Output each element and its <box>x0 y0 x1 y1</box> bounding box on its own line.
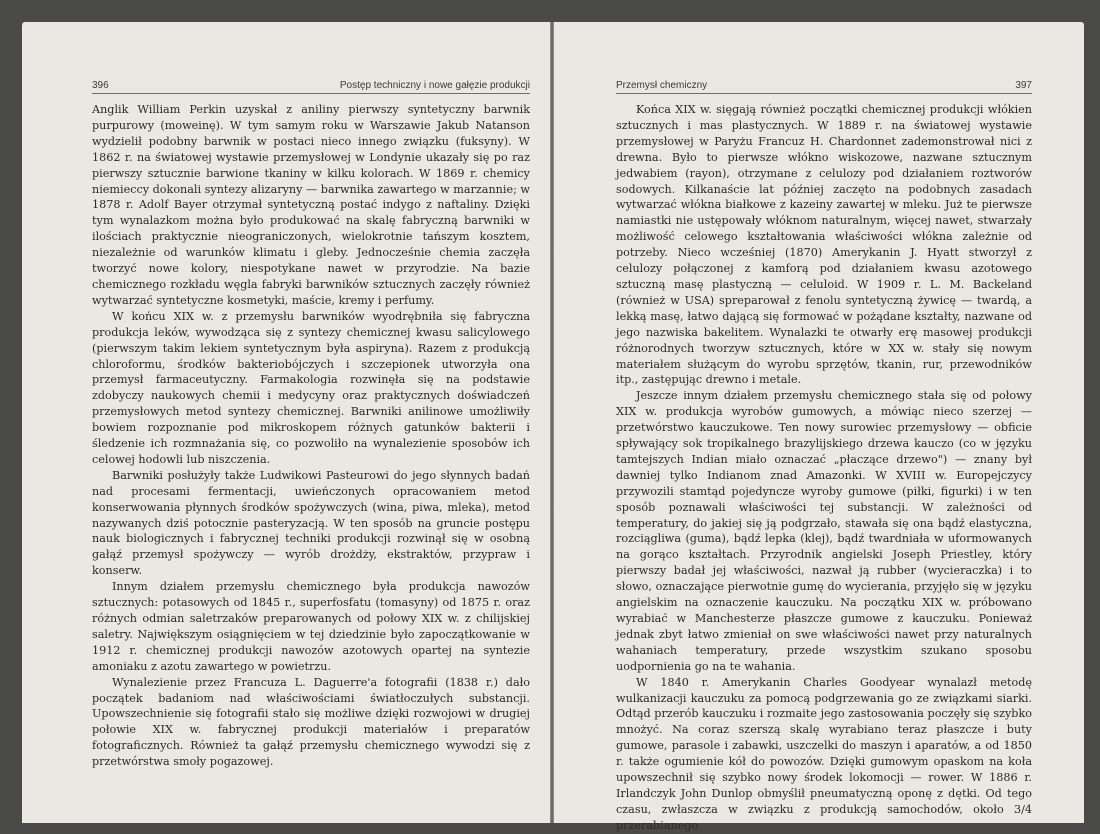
left-paragraph-3: Barwniki posłużyły także Ludwikowi Pasteurowi do jego słynnych badań nad procesami fermentacji, uwieńczonych opracowaniem metod konserwowania płynnych środków spożywczych (wina, piwa, mleka), metod nazywanych dziś potocznie pasteryzacją. W ten sposób na gruncie postępu nauk biologicznych i fabrycznej techniki produkcji rozwinął się w osobną gałąź przemysł spożywczy — wyrób drożdży, ekstraktów, przypraw i konserw. <box>92 468 530 578</box>
right-page <box>554 22 1084 832</box>
right-paragraph-2: Jeszcze innym działem przemysłu chemicznego stała się od połowy XIX w. produkcja wyrobów gumowych, a mówiąc nieco szerzej — przetwórstwo kauczukowe. Ten nowy surowiec przemysłowy — obficie spływający sok tropikalnego brazylijskiego drzewa kauczo (co w języku tamtejszych Indian miało oznaczać „płaczące drzewo") — znany był dawniej tylko Indianom znad Amazonki. W XVIII w. Europejczycy przywozili stamtąd pojedyncze wyroby gumowe (piłki, figurki) i w ten sposób poznawali właściwości tej substancji. W zależności od temperatury, do jakiej się ją podgrzało, stawała się ona bądź elastyczna, rozciągliwa (guma), bądź lepka (klej), bądź twardniała w uformowanych na gorąco kształtach. Przyrodnik angielski Joseph Priestley, który pierwszy badał jej właściwości, nazwał ją rubber (wycieraczka) i to słowo, oznaczające pierwotnie gumę do wycierania, przyjęło się w języku angielskim na oznaczenie kauczuku. Na początku XIX w. próbowano wyrabiać w Manchesterze płaszcze gumowe z kauczuku. Ponieważ jednak zbyt łatwo zmieniał on swe właściwości nawet przy naturalnych wahaniach temperatury, przede wszystkim szukano sposobu uodpornienia go na te wahania. <box>616 389 1032 673</box>
left-page <box>22 22 550 823</box>
left-page-body <box>92 102 530 770</box>
left-paragraph-4: Innym działem przemysłu chemicznego była produkcja nawozów sztucznych: potasowych od 1845 r., superfosfatu (tomasyny) od 1875 r. oraz różnych odmian saletrzaków preparowanych od połowy XIX w. z chilijskiej saletry. Największym osiągnięciem w tej dziedzinie było zapoczątkowanie w 1912 r. chemicznej produkcji nawozów azotowych opartej na syntezie amoniaku z azotu zawartego w powietrzu. <box>92 580 530 673</box>
left-paragraph-5: Wynalezienie przez Francuza L. Daguerre'a fotografii (1838 r.) dało początek badaniom nad właściwościami światłoczułych substancji. Upowszechnienie się fotografii stało się możliwe dzięki rozwojowi w drugiej połowie XIX w. fabrycznej produkcji materiałów i preparatów fotograficznych. Również ta gałąź przemysłu chemicznego wywodzi się z przetwórstwa smoły pogazowej. <box>92 675 530 769</box>
right-running-head: Przemysł chemiczny <box>616 80 708 91</box>
left-paragraph-2: W końcu XIX w. z przemysłu barwników wyodrębniła się fabryczna produkcja leków, wywodząca się z syntezy chemicznej kwasu salicylowego (pierwszym takim lekiem syntetycznym była aspiryna). Razem z produkcją chloroformu, środków bakteriobójczych i szczepionek utworzyła ona przemysł farmaceutyczny. Farmakologia rozwinęła się na podstawie zdobyczy naukowych chemii i medycyny oraz praktycznych doświadczeń przemysłowych metod syntezy chemicznej. Barwniki anilinowe umożliwiły bowiem rozpoznanie pod mikroskopem różnych gatunków bakterii i śledzenie ich rozmnażania się, co pozwoliło na wynalezienie sposobów ich celowej hodowli lub niszczenia. <box>92 309 530 466</box>
right-paragraph-3: W 1840 r. Amerykanin Charles Goodyear wynalazł metodę wulkanizacji kauczuku za pomocą podgrzewania go ze związkami siarki. Odtąd przerób kauczuku i rozmaite jego zastosowania poczęły się szybko mnożyć. Na coraz szerszą skalę wyrabiano teraz płaszcze i buty gumowe, parasole i zabawki, uszczelki do maszyn i aparatów, a od 1850 r. także ogumienie kół do powozów. Dzięki gumowym opaskom na koła upowszechnił się szybko nowy środek lokomocji — rower. W 1886 r. Irlandczyk John Dunlop obmyślił pneumatyczną oponę z dętki. Od tego czasu, zwłaszcza w związku z produkcją samochodów, około 3/4 przerabianego <box>616 675 1032 832</box>
left-running-head: Postęp techniczny i nowe gałęzie produkcji <box>339 80 530 91</box>
right-page-body <box>616 102 1032 834</box>
left-page-header <box>92 80 530 94</box>
left-page-number: 396 <box>92 80 109 91</box>
left-paragraph-1: Anglik William Perkin uzyskał z aniliny pierwszy syntetyczny barwnik purpurowy (moweinę). W tym samym roku w Warszawie Jakub Natanson wydzielił podobny barwnik w postaci nieco innego związku (fuksyny). W 1862 r. na światowej wystawie przemysłowej w Londynie ukazały się po raz pierwszy sztucznie barwione tkaniny w kilku kolorach. W 1869 r. chemicy niemieccy dokonali syntezy alizaryny — barwnika zawartego w marzannie; w 1878 r. Adolf Bayer otrzymał syntetyczną postać indygo z naftaliny. Dzięki tym wynalazkom można było produkować na skalę fabryczną barwniki w ilościach praktycznie nieograniczonych, wielokrotnie tańszym kosztem, niezależnie od warunków klimatu i gleby. Jednocześnie chemia zaczęła tworzyć nowe kolory, niespotykane nawet w przyrodzie. Na bazie chemicznego rozkładu węgla fabryki barwników sztucznych zaczęły również wytwarzać syntetyczne kosmetyki, maście, kremy i perfumy. <box>92 103 530 307</box>
book-spread <box>22 22 1084 832</box>
right-page-number: 397 <box>1015 80 1032 91</box>
right-paragraph-1: Końca XIX w. sięgają również początki chemicznej produkcji włókien sztucznych i mas plastycznych. W 1889 r. na światowej wystawie przemysłowej w Paryżu Francuz H. Chardonnet zademonstrował nici z drewna. Było to pierwsze włókno wiskozowe, nazwane sztucznym jedwabiem (rayon), otrzymane z celulozy pod działaniem roztworów sodowych. Kilkanaście lat później zaczęto na podobnych zasadach wytwarzać włókna białkowe z kazeiny zawartej w mleku. Już te pierwsze namiastki nie ustępowały włóknom naturalnym, więcej nawet, stwarzały możliwość celowego kształtowania właściwości włókna zależnie od potrzeby. Nieco wcześniej (1870) Amerykanin J. Hyatt stworzył z celulozy połączonej z kamforą pod działaniem kwasu azotowego sztuczną masę plastyczną — celuloid. W 1909 r. L. M. Backeland (również w USA) spreparował z fenolu syntetyczną żywicę — twardą, a lekką masę, łatwo dającą się formować w pożądane kształty, nazwane od jego nazwiska bakelitem. Wynalazki te otwarły erę masowej produkcji różnorodnych tworzyw sztucznych, które w XX w. stały się nowym materiałem służącym do wyrobu sprzętów, tkanin, rur, przewodników itp., zastępując drewno i metale. <box>616 103 1032 387</box>
right-page-header <box>616 80 1032 94</box>
